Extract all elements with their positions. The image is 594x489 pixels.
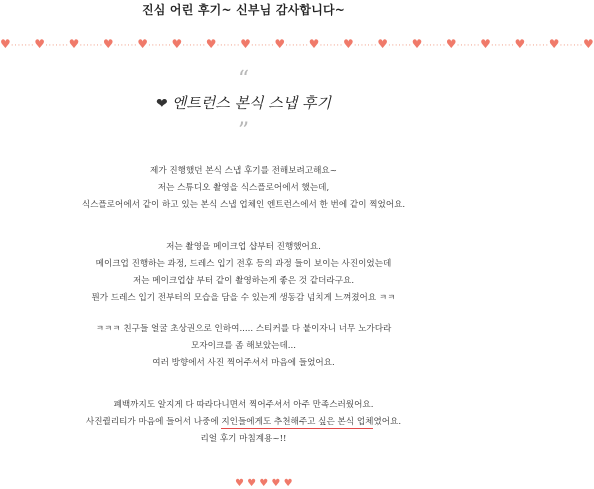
heart-icon: ♥: [171, 37, 183, 51]
paragraph-closing: [0, 397, 487, 448]
heart-icon: ♥: [583, 37, 594, 51]
heart-icon: ♥: [34, 37, 46, 51]
text-line: 저는 촬영을 메이크업 샵부터 진행했어요.: [166, 242, 321, 252]
text-line: 폐백까지도 알지게 다 따라다니면서 찍어주셔서 아주 만족스러웠어요.: [113, 400, 374, 410]
paragraph-friends: [0, 321, 487, 372]
dot-separator: ·······: [182, 41, 206, 51]
text-segment: 사진퀄리티가 마음에 들어서 나중에: [85, 417, 222, 427]
dot-separator: ·······: [10, 41, 35, 51]
text-line: 제가 진행했던 본식 스냅 후기를 전해보려고해요~: [150, 166, 337, 176]
heart-icon: ♥: [102, 37, 114, 51]
paragraph-makeup: [0, 239, 487, 307]
dot-separator: ·······: [79, 41, 103, 51]
heart-icon: ♥: [274, 37, 286, 51]
heart-icon: ❤: [156, 96, 168, 112]
text-line: 메이크업 진행하는 과정, 드레스 입기 전후 등의 과정 들이 보이는 사진이었는데: [95, 259, 392, 269]
heart-icon: ♥: [480, 37, 491, 51]
heart-icon: ♥: [377, 37, 389, 51]
dot-separator: ·······: [422, 41, 446, 51]
heart-icon: ♥: [205, 37, 217, 51]
heart-icon: ♥: [0, 37, 11, 51]
dot-separator: ·······: [525, 41, 549, 51]
heart-icon: ♥: [240, 37, 251, 51]
text-line: 리얼 후기 마침계용~!!: [200, 434, 287, 444]
text-line: ㅋㅋㅋ 친구들 얼굴 초상권으로 인하여..... 스티커를 다 붙이자니 너무 노가다라: [95, 324, 392, 334]
heart-icon: ♥: [548, 37, 560, 51]
dot-separator: ·······: [353, 41, 378, 51]
dot-separator: ·······: [490, 41, 515, 51]
dot-separator: ·······: [147, 41, 172, 51]
paragraph-intro: [0, 163, 487, 214]
text-line: 식스플로어에서 같이 하고 있는 본식 스냅 업체인 엔트런스에서 한 번에 같이 찍었어요.: [81, 200, 406, 210]
dot-separator: ·······: [45, 41, 69, 51]
heart-icon: ♥: [137, 37, 148, 51]
text-line: 여러 방향에서 사진 찍어주셔서 마음에 들었어요.: [152, 358, 335, 368]
text-line: 뭔가 드레스 입기 전부터의 모습을 담을 수 있는게 생동감 넘치게 느껴졌어요 ㅋㅋ: [91, 293, 396, 303]
text-segment: 였어요.: [373, 417, 402, 427]
text-line: 저는 스튜디오 촬영을 식스플로어에서 했는데,: [157, 183, 330, 193]
heading-text: 엔트런스 본식 스냅 후기: [171, 94, 331, 112]
heart-icon: ♥: [445, 37, 457, 51]
heart-icon: ♥: [308, 37, 320, 51]
close-quote-icon: ”: [237, 119, 250, 144]
page-title: 진심 어린 후기~ 신부님 감사합니다~: [141, 3, 346, 17]
text-line: 모자이크를 좀 해보았는데...: [191, 341, 296, 351]
heart-divider: [0, 37, 594, 51]
bottom-heart-decoration: ♥ ♥ ♥ ♥ ♥: [235, 478, 293, 489]
underlined-recommendation: 지인들에게도 추천해주고 싶은 본식 업체: [221, 417, 374, 427]
dot-separator: ·······: [250, 41, 275, 51]
dot-separator: ·······: [216, 41, 241, 51]
text-line: 저는 메이크업샵 부터 같이 촬영하는게 좋은 것 같더라구요.: [132, 276, 355, 286]
heart-icon: ♥: [68, 37, 80, 51]
heart-icon: ♥: [514, 37, 526, 51]
heart-icon: ♥: [342, 37, 354, 51]
dot-separator: ·······: [319, 41, 343, 51]
heart-icon: ♥: [411, 37, 423, 51]
dot-separator: ·······: [559, 41, 584, 51]
dot-separator: ·······: [113, 41, 138, 51]
dot-separator: ·······: [388, 41, 412, 51]
text-line: [0, 414, 487, 431]
post-heading: [0, 92, 487, 113]
dot-separator: ·······: [285, 41, 309, 51]
open-quote-icon: “: [237, 67, 250, 92]
dot-separator: ·······: [456, 41, 481, 51]
